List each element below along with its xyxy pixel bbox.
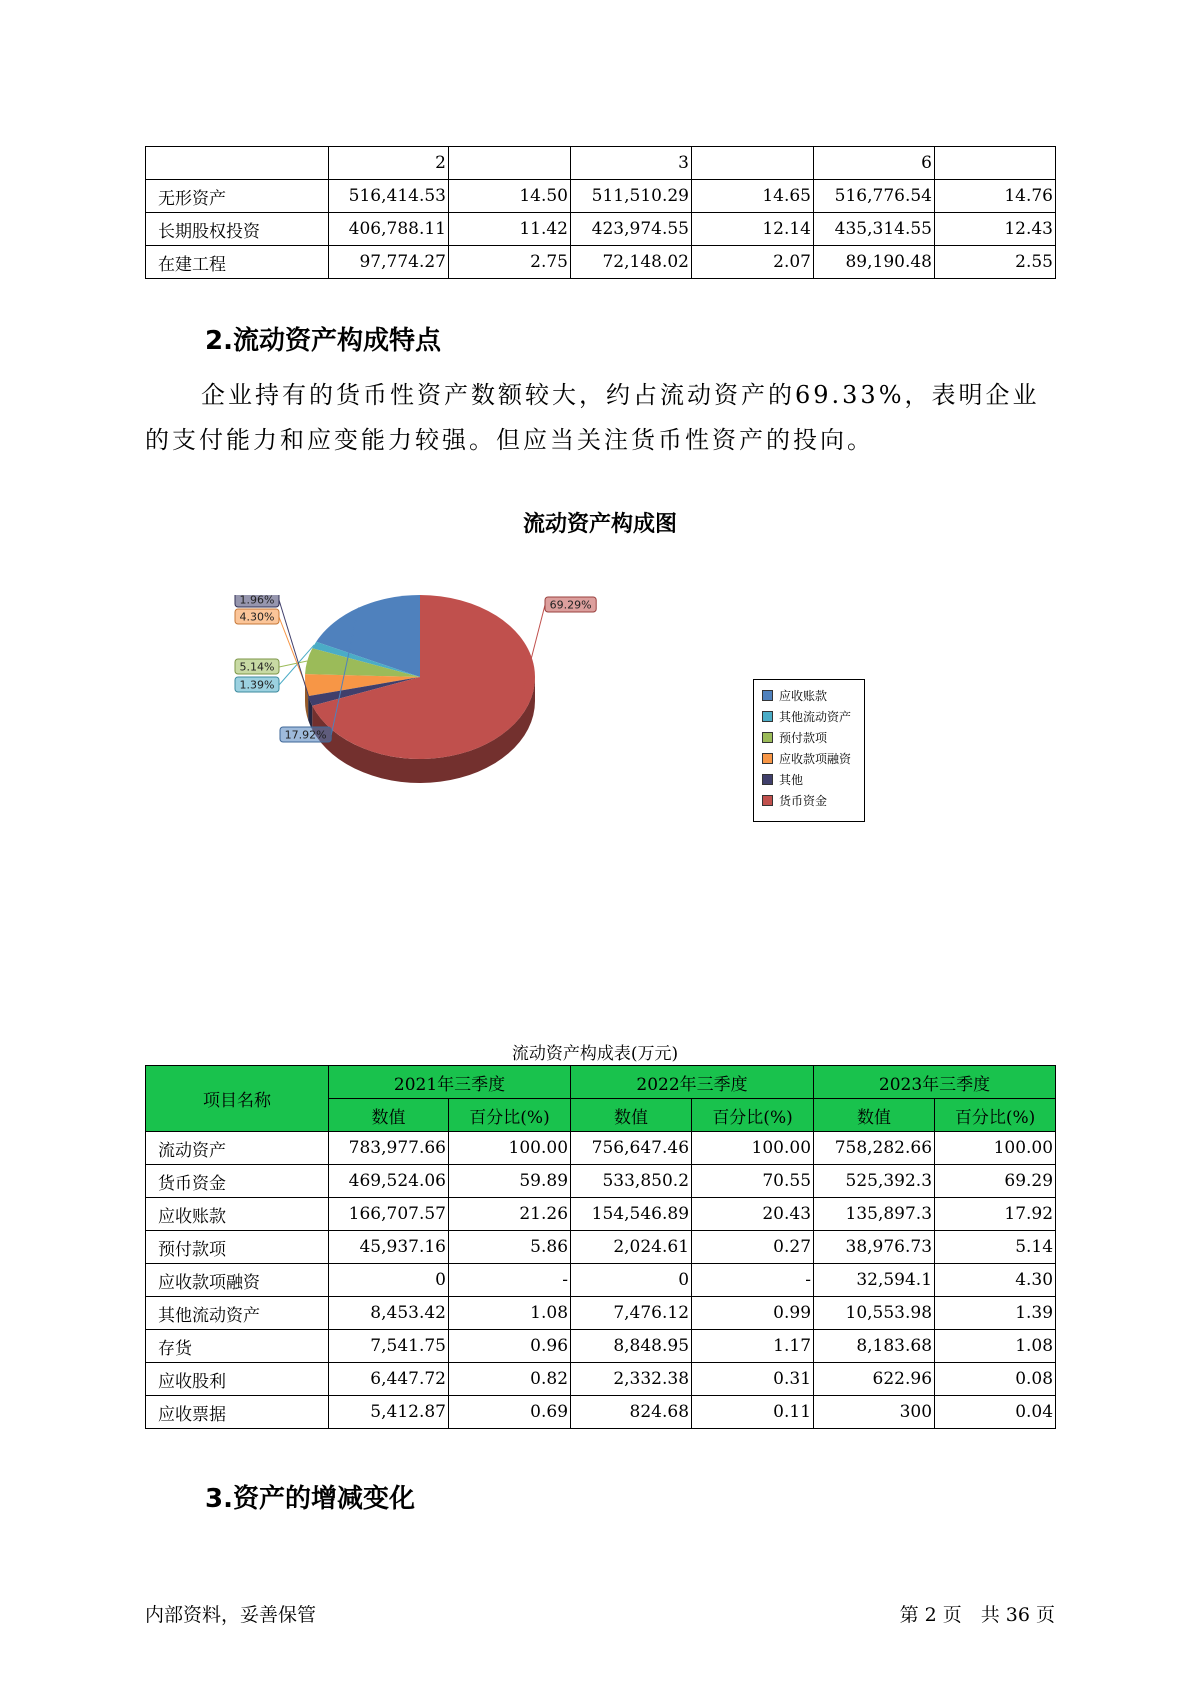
row-label: 货币资金 <box>146 1165 329 1198</box>
table-row <box>146 1231 1056 1264</box>
cell-pct-2022: 0.31 <box>692 1363 814 1396</box>
cell-value-2021: 5,412.87 <box>329 1396 449 1429</box>
cell-pct-2022: 2.07 <box>692 246 814 279</box>
legend-label: 其他 <box>779 773 804 787</box>
cell-value-2023: 8,183.68 <box>814 1330 935 1363</box>
cell-pct-2023: 5.14 <box>935 1231 1056 1264</box>
cell-pct-2023 <box>935 147 1056 180</box>
section-2-paragraph <box>145 373 1065 463</box>
row-label: 长期股权投资 <box>146 213 329 246</box>
cell-pct-2023: 0.08 <box>935 1363 1056 1396</box>
table-row <box>146 1297 1056 1330</box>
cell-pct-2021: 2.75 <box>449 246 571 279</box>
table-row <box>146 180 1056 213</box>
cell-pct-2023: 2.55 <box>935 246 1056 279</box>
callout-line <box>279 661 307 667</box>
cell-value-2022: 2,024.61 <box>571 1231 692 1264</box>
cell-pct-2022: 12.14 <box>692 213 814 246</box>
row-label: 无形资产 <box>146 180 329 213</box>
cell-value-2023: 435,314.55 <box>814 213 935 246</box>
cell-value-2021: 166,707.57 <box>329 1198 449 1231</box>
legend-swatch <box>762 795 773 806</box>
section-3-heading: 3.资产的增减变化 <box>205 1484 415 1514</box>
legend-item <box>754 790 864 811</box>
cell-pct-2021: 14.50 <box>449 180 571 213</box>
table-row <box>146 1264 1056 1297</box>
legend-item <box>754 685 864 706</box>
table-row <box>146 1396 1056 1429</box>
cell-value-2022: 3 <box>571 147 692 180</box>
table-row <box>146 213 1056 246</box>
cell-value-2023: 300 <box>814 1396 935 1429</box>
header-value-2023: 数值 <box>814 1099 935 1132</box>
header-value-2022: 数值 <box>571 1099 692 1132</box>
row-label: 预付款项 <box>146 1231 329 1264</box>
section-2-heading: 2.流动资产构成特点 <box>205 326 441 356</box>
footer-page-number: 第 2 页 共 36 页 <box>899 1604 1055 1626</box>
cell-value-2021: 2 <box>329 147 449 180</box>
cell-pct-2023: 14.76 <box>935 180 1056 213</box>
legend-label: 应收账款 <box>779 689 828 703</box>
cell-value-2022: 7,476.12 <box>571 1297 692 1330</box>
cell-pct-2021: 0.96 <box>449 1330 571 1363</box>
cell-value-2021: 516,414.53 <box>329 180 449 213</box>
cell-value-2021: 7,541.75 <box>329 1330 449 1363</box>
chart-legend <box>753 679 865 822</box>
cell-pct-2022: 0.27 <box>692 1231 814 1264</box>
data-label: 1.39% <box>239 678 275 692</box>
row-label: 存货 <box>146 1330 329 1363</box>
cell-value-2023: 10,553.98 <box>814 1297 935 1330</box>
table-row <box>146 1165 1056 1198</box>
paragraph-line-2: 的支付能力和应变能力较强。但应当关注货币性资产的投向。 <box>145 426 874 454</box>
legend-item <box>754 706 864 727</box>
legend-label: 应收款项融资 <box>779 752 852 766</box>
cell-value-2022: 72,148.02 <box>571 246 692 279</box>
cell-pct-2023: 1.08 <box>935 1330 1056 1363</box>
data-label: 1.96% <box>239 595 275 607</box>
cell-pct-2022: 0.11 <box>692 1396 814 1429</box>
legend-label: 预付款项 <box>779 731 828 745</box>
legend-label: 其他流动资产 <box>779 710 852 724</box>
row-label: 应收票据 <box>146 1396 329 1429</box>
cell-value-2021: 45,937.16 <box>329 1231 449 1264</box>
cell-pct-2022: 0.99 <box>692 1297 814 1330</box>
footer-left: 内部资料，妥善保管 <box>145 1604 317 1626</box>
cell-pct-2023: 0.04 <box>935 1396 1056 1429</box>
cell-value-2023: 38,976.73 <box>814 1231 935 1264</box>
table-caption: 流动资产构成表(万元) <box>511 1044 679 1064</box>
cell-value-2023: 89,190.48 <box>814 246 935 279</box>
cell-value-2022: 756,647.46 <box>571 1132 692 1165</box>
row-label: 流动资产 <box>146 1132 329 1165</box>
cell-pct-2021: 21.26 <box>449 1198 571 1231</box>
table-row <box>146 1132 1056 1165</box>
cell-value-2022: 533,850.2 <box>571 1165 692 1198</box>
cell-value-2022: 423,974.55 <box>571 213 692 246</box>
cell-value-2021: 6,447.72 <box>329 1363 449 1396</box>
cell-pct-2022: - <box>692 1264 814 1297</box>
cell-value-2021: 406,788.11 <box>329 213 449 246</box>
cell-value-2022: 824.68 <box>571 1396 692 1429</box>
header-period-2021: 2021年三季度 <box>329 1066 571 1099</box>
cell-pct-2022 <box>692 147 814 180</box>
cell-pct-2022: 70.55 <box>692 1165 814 1198</box>
cell-pct-2023: 4.30 <box>935 1264 1056 1297</box>
cell-pct-2023: 1.39 <box>935 1297 1056 1330</box>
cell-value-2022: 154,546.89 <box>571 1198 692 1231</box>
cell-value-2023: 135,897.3 <box>814 1198 935 1231</box>
header-period-2022: 2022年三季度 <box>571 1066 814 1099</box>
cell-pct-2021: 0.69 <box>449 1396 571 1429</box>
table-row <box>146 147 1056 180</box>
cell-pct-2023: 69.29 <box>935 1165 1056 1198</box>
cell-pct-2021: 1.08 <box>449 1297 571 1330</box>
cell-value-2022: 511,510.29 <box>571 180 692 213</box>
legend-swatch <box>762 774 773 785</box>
data-label: 4.30% <box>239 610 275 624</box>
header-period-2023: 2023年三季度 <box>814 1066 1056 1099</box>
cell-value-2023: 516,776.54 <box>814 180 935 213</box>
row-label: 在建工程 <box>146 246 329 279</box>
cell-pct-2021: 11.42 <box>449 213 571 246</box>
cell-pct-2021: 59.89 <box>449 1165 571 1198</box>
legend-swatch <box>762 711 773 722</box>
table-row <box>146 1363 1056 1396</box>
row-label: 应收款项融资 <box>146 1264 329 1297</box>
paragraph-line-1: 企业持有的货币性资产数额较大，约占流动资产的69.33%，表明企业 <box>201 381 1040 409</box>
cell-value-2021: 469,524.06 <box>329 1165 449 1198</box>
cell-value-2021: 8,453.42 <box>329 1297 449 1330</box>
cell-pct-2021: 100.00 <box>449 1132 571 1165</box>
cell-pct-2022: 20.43 <box>692 1198 814 1231</box>
cell-pct-2023: 100.00 <box>935 1132 1056 1165</box>
pie-chart <box>220 595 640 810</box>
cell-pct-2021: - <box>449 1264 571 1297</box>
row-label: 其他流动资产 <box>146 1297 329 1330</box>
asset-table-continued <box>145 146 1056 279</box>
table-row <box>146 1330 1056 1363</box>
row-label: 应收股利 <box>146 1363 329 1396</box>
cell-value-2021: 97,774.27 <box>329 246 449 279</box>
legend-item <box>754 769 864 790</box>
row-label <box>146 147 329 180</box>
cell-pct-2022: 14.65 <box>692 180 814 213</box>
cell-value-2022: 8,848.95 <box>571 1330 692 1363</box>
callout-line <box>279 600 310 701</box>
data-label: 5.14% <box>239 660 275 674</box>
table-row <box>146 1198 1056 1231</box>
cell-value-2023: 6 <box>814 147 935 180</box>
cell-value-2021: 0 <box>329 1264 449 1297</box>
cell-value-2022: 0 <box>571 1264 692 1297</box>
header-pct-2023: 百分比(%) <box>935 1099 1056 1132</box>
header-pct-2021: 百分比(%) <box>449 1099 571 1132</box>
cell-value-2023: 32,594.1 <box>814 1264 935 1297</box>
table-header-row-1 <box>146 1066 1056 1099</box>
cell-pct-2023: 12.43 <box>935 213 1056 246</box>
header-value-2021: 数值 <box>329 1099 449 1132</box>
cell-pct-2023: 17.92 <box>935 1198 1056 1231</box>
cell-value-2023: 758,282.66 <box>814 1132 935 1165</box>
data-label: 17.92% <box>284 728 327 742</box>
cell-value-2023: 525,392.3 <box>814 1165 935 1198</box>
table-row <box>146 246 1056 279</box>
legend-swatch <box>762 732 773 743</box>
header-pct-2022: 百分比(%) <box>692 1099 814 1132</box>
cell-value-2023: 622.96 <box>814 1363 935 1396</box>
current-assets-table <box>145 1065 1056 1429</box>
cell-value-2021: 783,977.66 <box>329 1132 449 1165</box>
legend-item <box>754 748 864 769</box>
row-label: 应收账款 <box>146 1198 329 1231</box>
legend-swatch <box>762 690 773 701</box>
cell-value-2022: 2,332.38 <box>571 1363 692 1396</box>
chart-title: 流动资产构成图 <box>522 511 677 537</box>
cell-pct-2021: 5.86 <box>449 1231 571 1264</box>
cell-pct-2022: 1.17 <box>692 1330 814 1363</box>
cell-pct-2021: 0.82 <box>449 1363 571 1396</box>
legend-item <box>754 727 864 748</box>
legend-label: 货币资金 <box>779 794 828 808</box>
cell-pct-2022: 100.00 <box>692 1132 814 1165</box>
cell-pct-2021 <box>449 147 571 180</box>
data-label: 69.29% <box>549 598 592 612</box>
legend-swatch <box>762 753 773 764</box>
header-item-name: 项目名称 <box>146 1066 329 1132</box>
